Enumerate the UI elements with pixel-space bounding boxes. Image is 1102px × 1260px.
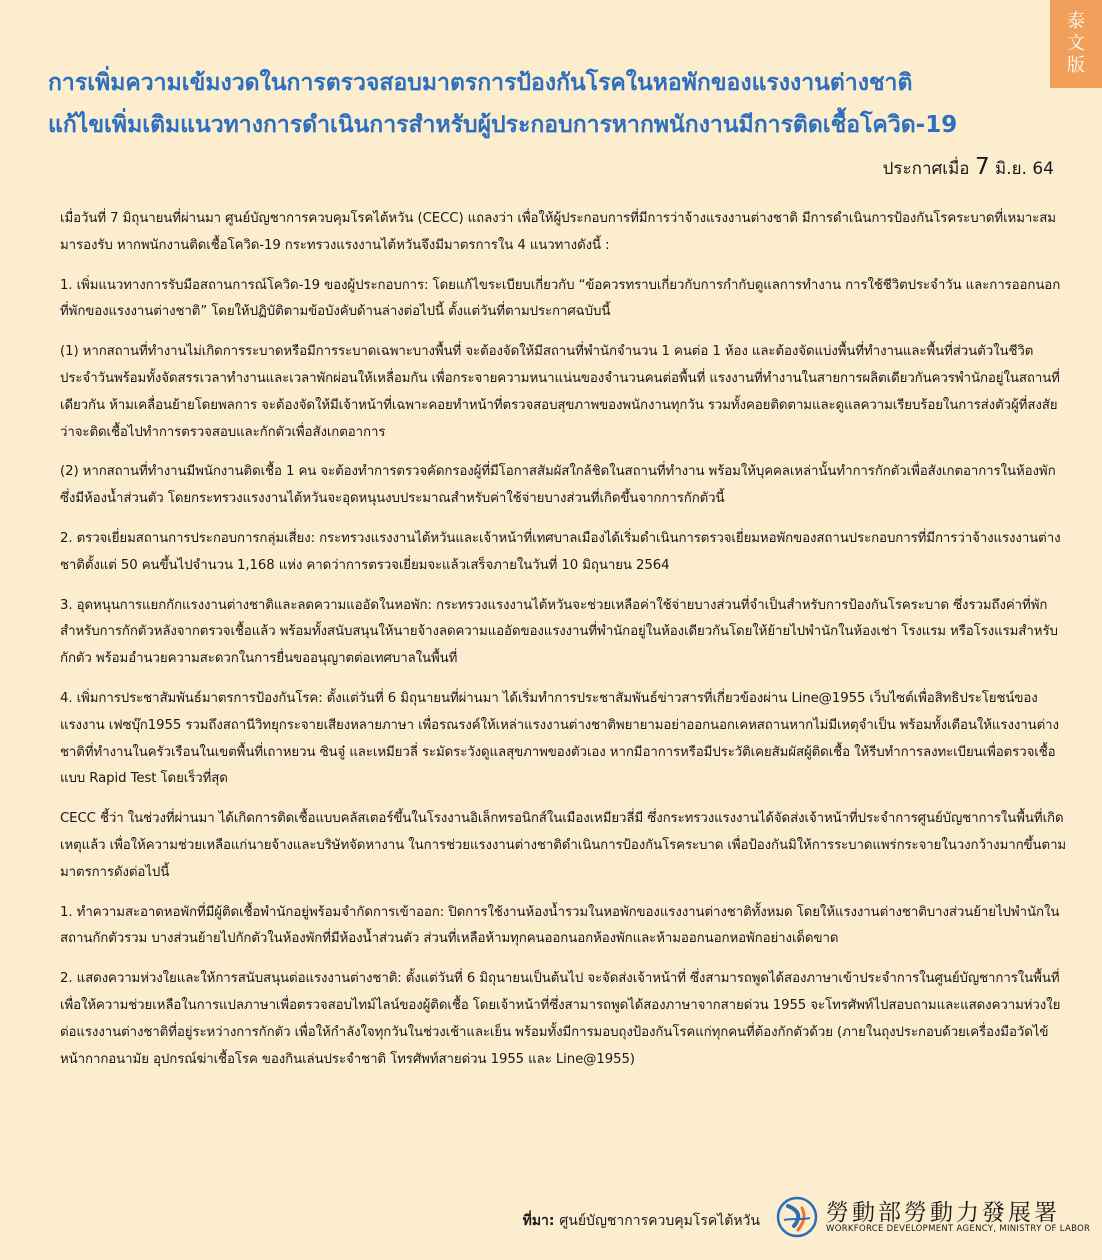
agency-name-en: WORKFORCE DEVELOPMENT AGENCY, MINISTRY OF LABOR (826, 1224, 1091, 1234)
announce-rest: มิ.ย. 64 (989, 159, 1054, 179)
lang-char-3: 版 (1067, 55, 1085, 76)
agency-logo-icon (776, 1196, 818, 1238)
footer (0, 1190, 1102, 1250)
announce-day: 7 (974, 154, 990, 180)
paragraph-measure-1: 1. เพิ่มแนวทางการรับมือสถานการณ์โควิด-19 ของผู้ประกอบการ: โดยแก้ไขระเบียบเกี่ยวกับ “ข้อควรทราบเกี่ยวกับการกำกับดูแลการทำงาน การใช้ชีวิตประจำวัน และการออกนอกที่พักของแรงงานต่างชาติ” โดยให้ปฏิบัติตามข้อบังคับด้านล่างต่อไปนี้ ตั้งแต่วันที่ตามประกาศฉบับนี้ (60, 277, 1061, 320)
language-tab[interactable] (1050, 0, 1102, 88)
source-credit (523, 1210, 760, 1232)
announce-date (883, 154, 1054, 182)
title-line-1: การเพิ่มความเข้มงวดในการตรวจสอบมาตรการป้องกันโรคในหอพักของแรงงานต่างชาติ (48, 70, 913, 96)
source-label: ที่มา: (522, 1213, 560, 1229)
lang-char-2: 文 (1067, 33, 1085, 54)
page-title (48, 62, 1048, 146)
paragraph-cluster-1: 1. ทำความสะอาดหอพักที่มีผู้ติดเชื้อพำนักอยู่พร้อมจำกัดการเข้าออก: ปิดการใช้งานห้องน้ำรวมในหอพักของแรงงานต่างชาติทั้งหมด โดยให้แรงงานต่างชาติบางส่วนย้ายไปพำนักในสถานกักตัวรวม บางส่วนย้ายไปกักตัวในห้องพักที่มีห้องน้ำส่วนตัว ส่วนที่เหลือห้ามทุกคนออกนอกห้องพักและห้ามออกนอกหอพักอย่างเด็ดขาด (60, 904, 1060, 947)
article-body (60, 206, 1070, 1086)
announce-prefix: ประกาศเมื่อ (882, 159, 975, 179)
paragraph-measure-1-sub-2: (2) หากสถานที่ทำงานมีพนักงานติดเชื้อ 1 คน จะต้องทำการตรวจคัดกรองผู้ที่มีโอกาสสัมผัสใกล้ชิดในสถานที่ทำงาน พร้อมให้บุคคลเหล่านั้นทำการกักตัวเพื่อสังเกตอาการในห้องพักซึ่งมีห้องน้ำส่วนตัว โดยกระทรวงแรงงานไต้หวันจะอุดหนุนงบประมาณสำหรับค่าใช้จ่ายบางส่วนที่เกิดขึ้นจากการกักตัวนี้ (60, 464, 1056, 507)
paragraph-measure-1-sub-1: (1) หากสถานที่ทำงานไม่เกิดการระบาดหรือมีการระบาดเฉพาะบางพื้นที่ จะต้องจัดให้มีสถานที่พำนักจำนวน 1 คนต่อ 1 ห้อง และต้องจัดแบ่งพื้นที่ทำงานและพื้นที่ส่วนตัวในชีวิตประจำวันพร้อมทั้งจัดสรรเวลาทำงานและเวลาพักผ่อนให้เหลื่อมกัน เพื่อกระจายความหนาแน่นของจำนวนคนต่อพื้นที่ แรงงานที่ทำงานในสายการผลิตเดียวกันควรพำนักอยู่ในสถานที่เดียวกัน ห้ามเคลื่อนย้ายโดยพลการ จะต้องจัดให้มีเจ้าหน้าที่เฉพาะคอยทำหน้าที่ตรวจสอบสุขภาพของพนักงานทุกวัน รวมทั้งคอยติดตามและดูแลความเรียบร้อยในการส่งตัวผู้ที่สงสัยว่าจะติดเชื้อไปทำการตรวจสอบและกักตัวเพื่อสังเกตอาการ (60, 344, 1060, 440)
agency-name-zh: 勞動部勞動力發展署 (826, 1200, 1060, 1226)
title-line-2: แก้ไขเพิ่มเติมแนวทางการดำเนินการสำหรับผู้ประกอบการหากพนักงานมีการติดเชื้อโควิด-19 (48, 112, 958, 138)
lang-char-1: 泰 (1067, 11, 1085, 32)
paragraph-measure-2: 2. ตรวจเยี่ยมสถานการประกอบการกลุ่มเสี่ยง: กระทรวงแรงงานไต้หวันและเจ้าหน้าที่เทศบาลเมืองได้เริ่มดำเนินการตรวจเยี่ยมหอพักของสถานประกอบการที่มีการว่าจ้างแรงงานต่างชาติตั้งแต่ 50 คนขึ้นไปจำนวน 1,168 แห่ง คาดว่าการตรวจเยี่ยมจะแล้วเสร็จภายในวันที่ 10 มิถุนายน 2564 (60, 530, 1061, 573)
paragraph-measure-3: 3. อุดหนุนการแยกกักแรงงานต่างชาติและลดความแออัดในหอพัก: กระทรวงแรงงานไต้หวันจะช่วยเหลือค่าใช้จ่ายบางส่วนที่จำเป็นสำหรับการป้องกันโรคระบาด ซึ่งรวมถึงค่าที่พักสำหรับการกักตัวหลังจากตรวจเชื้อแล้ว พร้อมทั้งสนับสนุนให้นายจ้างลดความแออัดของแรงงานที่พำนักอยู่ในห้องเดียวกันโดยให้ย้ายไปพำนักในห้องเช่า โรงแรม หรือโรงแรมสำหรับกักตัว พร้อมอำนวยความสะดวกในการยื่นขออนุญาตต่อเทศบาลในพื้นที่ (60, 597, 1058, 667)
paragraph-intro: เมื่อวันที่ 7 มิถุนายนที่ผ่านมา ศูนย์บัญชาการควบคุมโรคไต้หวัน (CECC) แถลงว่า เพื่อให้ผู้ประกอบการที่มีการว่าจ้างแรงงานต่างชาติ มีการดำเนินการป้องกันโรคระบาดที่เหมาะสมมารองรับ หากพนักงานติดเชื้อโควิด-19 กระทรวงแรงงานไต้หวันจึงมีมาตรการใน 4 แนวทางดังนี้ : (60, 211, 1056, 253)
paragraph-measure-4: 4. เพิ่มการประชาสัมพันธ์มาตรการป้องกันโรค: ตั้งแต่วันที่ 6 มิถุนายนที่ผ่านมา ได้เริ่มทำการประชาสัมพันธ์ข่าวสารที่เกี่ยวข้องผ่าน Line@1955 เว็บไซต์เพื่อสิทธิประโยชน์ของแรงงาน เฟซบุ๊ก1955 รวมถึงสถานีวิทยุกระจายเสียงหลายภาษา เพื่อรณรงค์ให้เหล่าแรงงานต่างชาติพยายามอย่าออกนอกเคหสถานหากไม่มีเหตุจำเป็น พร้อมทั้งเตือนให้แรงงานต่างชาติที่ทำงานในครัวเรือนในเขตพื้นที่เถาหยวน ซินจู๋ และเหมียวลี่ ระมัดระวังดูแลสุขภาพของตัวเอง หากมีอาการหรือมีประวัติเคยสัมผัสผู้ติดเชื้อ ให้รีบทำการลงทะเบียนเพื่อตรวจเชื้อแบบ Rapid Test โดยเร็วที่สุด (60, 690, 1059, 787)
source-text: ศูนย์บัญชาการควบคุมโรคไต้หวัน (559, 1213, 760, 1229)
paragraph-cecc: CECC ชี้ว่า ในช่วงที่ผ่านมา ได้เกิดการติดเชื้อแบบคลัสเตอร์ขึ้นในโรงงานอิเล็กทรอนิกส์ในเมืองเหมียวลี่มี ซึ่งกระทรวงแรงงานได้จัดส่งเจ้าหน้าที่ประจำการศูนย์บัญชาการในพื้นที่เกิดเหตุแล้ว เพื่อให้ความช่วยเหลือแก่นายจ้างและบริษัทจัดหางาน ในการช่วยแรงงานต่างชาติดำเนินการป้องกันโรคระบาด เพื่อป้องกันมิให้การระบาดแพร่กระจายในวงกว้างมากขึ้นตามมาตรการดังต่อไปนี้ (60, 811, 1067, 880)
paragraph-cluster-2: 2. แสดงความห่วงใยและให้การสนับสนุนต่อแรงงานต่างชาติ: ตั้งแต่วันที่ 6 มิถุนายนเป็นต้นไป จะจัดส่งเจ้าหน้าที่ ซึ่งสามารถพูดได้สองภาษาเข้าประจำการในศูนย์บัญชาการในพื้นที่ เพื่อให้ความช่วยเหลือในการแปลภาษาเพื่อตรวจสอบไทม์ไลน์ของผู้ติดเชื้อ โดยเจ้าหน้าที่ซึ่งสามารถพูดได้สองภาษาจากสายด่วน 1955 จะโทรศัพท์ไปสอบถามและแสดงความห่วงใยต่อแรงงานต่างชาติที่อยู่ระหว่างการกักตัว เพื่อให้กำลังใจทุกวันในช่วงเช้าและเย็น พร้อมทั้งมีการมอบถุงป้องกันโรคแก่ทุกคนที่ต้องกักตัวด้วย (ภายในถุงประกอบด้วยเครื่องมือวัดไข้ หน้ากากอนามัย อุปกรณ์ฆ่าเชื้อโรค ของกินเล่นประจำชาติ โทรศัพท์สายด่วน 1955 และ Line@1955) (60, 971, 1061, 1067)
